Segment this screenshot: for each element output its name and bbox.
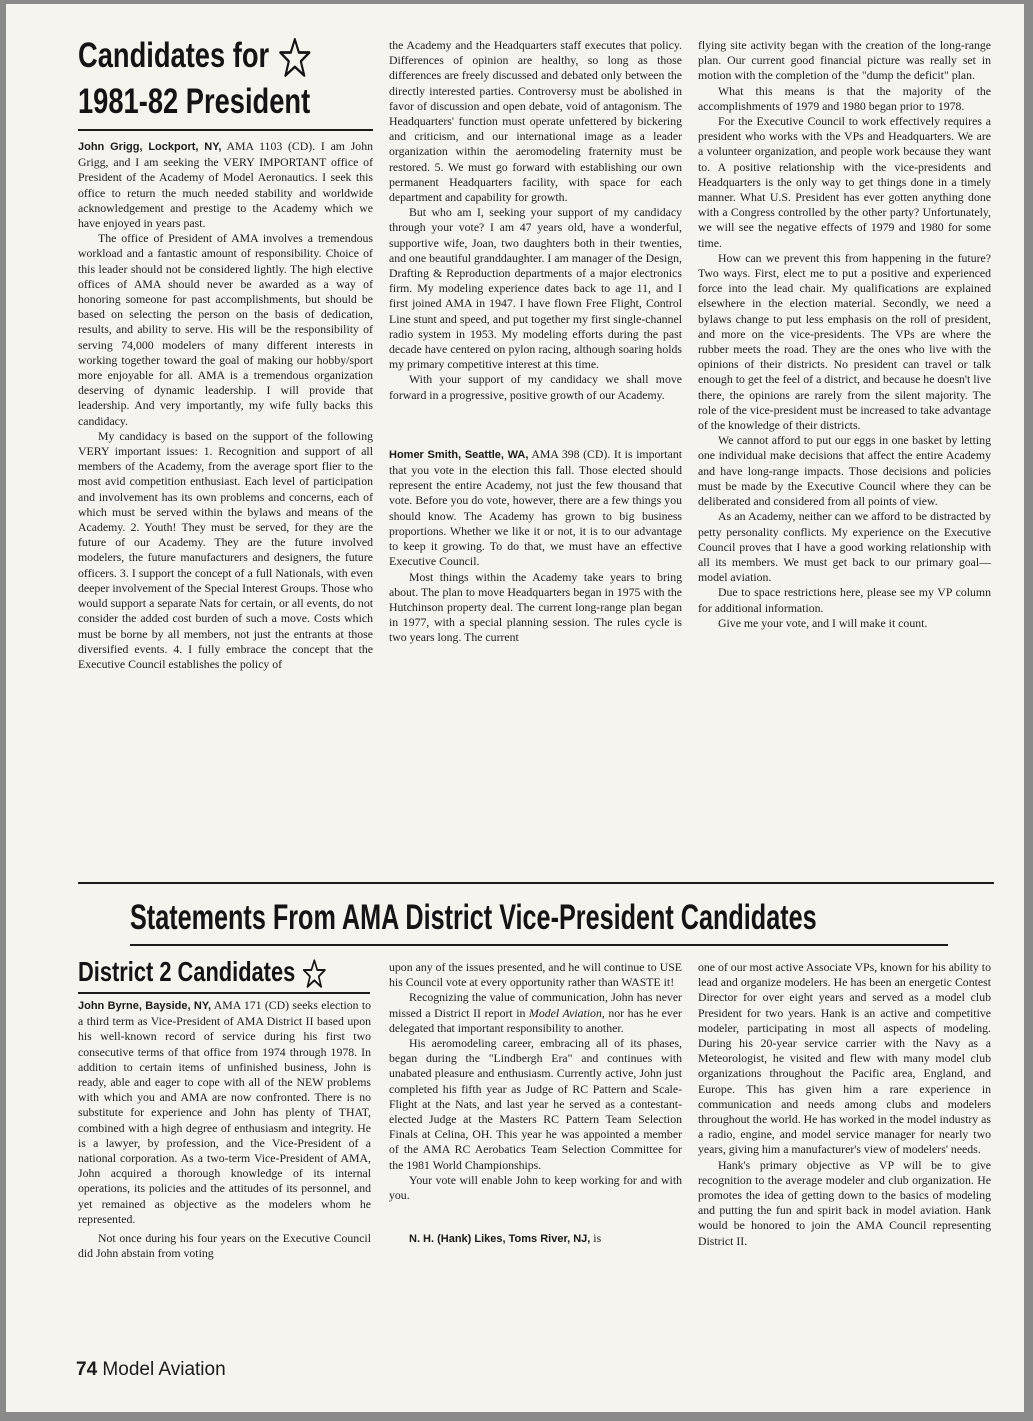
paragraph: We cannot afford to put our eggs in one basket by letting one individual make decisions that affect the entire Academy and have long-range impacts. Those decisions and policies must be made by the Executive Council where they can be deliberated and considered from all points of view. [698,433,991,509]
star-icon [301,958,328,990]
byrne-intro: John Byrne, Bayside, NY, AMA 171 (CD) seeks election to a third term as Vice-President of AMA District II based upon his well-known record of service during his first two consecutive terms of that office from 1974 through 1978. In addition to certain items of unfinished business, John is ready, able and eager to cope with all of the NEW problems with which you and AMA are now confronted. There is no substitute for experience and John has plenty of THAT, combined with a high degree of enthusiasm and integrity. He is a lawyer, by profession, and the Vice-President of a national corporation. As a two-term Vice-President of AMA, John acquired a thorough knowledge of its internal operations, its policies and the attitudes of its personnel, and yet remained as objective as the modelers whom he represented. [78,998,371,1226]
paragraph: Not once during his four years on the Executive Council did John abstain from voting [78,1231,371,1261]
section-divider [78,882,994,884]
vp-column-2 [389,960,682,1247]
paragraph: But who am I, seeking your support of my candidacy through your vote? I am 47 years old, have a wonderful, supportive wife, Joan, two daughters both in their twenties, and one beautiful granddaughter. I am manager of the Design, Drafting & Reproduction departments of a major electronics firm. My modeling experience dates back to age 11, and I first joined AMA in 1947. I have flown Free Flight, Control Line stunt and speed, and put together my first single-channel radio system in 1953. My modeling efforts during the past decade have centered on pylon racing, although soaring holds my primary competitive interest at this time. [389,205,682,372]
paragraph: Hank's primary objective as VP will be to give recognition to the average modeler and club organization. He promotes the idea of getting down to the basics of modeling and putting the fun and spirit back in model aviation. Hank would be honored to join the AMA Council representing District II. [698,1157,991,1248]
district-subheading [78,952,328,992]
page-number: 74 [76,1359,98,1380]
magazine-name: Model Aviation [102,1359,226,1380]
paragraph: My candidacy is based on the support of the following VERY important issues: 1. Recognition and support of all members of the Academy, from the average sport flier to the most avid competition enthusiast. Each level of participation and involvement has its own problems and concerns, each of which must be served within the bylaws and means of the Academy. 2. Youth! They must be served, for they are the future of our Academy. They are the future involved modelers, the future manufacturers and designers, the future officers. 3. I support the concept of a full Nationals, with even deeper involvement of the Special Interest Groups. Those who would support a separate Nats for certain, or all events, do not consider the added cost burden of such a move. Costs which must be borne by all members, not just the entrants at those diversified events. 4. I fully embrace the concept that the Executive Council establishes the policy of [78,428,373,671]
district-subheading-text: District 2 Candidates [78,956,296,987]
grigg-intro: John Grigg, Lockport, NY, AMA 1103 (CD). I am John Grigg, and I am seeking the VERY IMPORTANT office of President of the Academy of Model Aeronautics. I seek this office to return the much needed stability and worldwide acknowledgement and prestige to the Academy which we have enjoyed in years past. [78,139,373,231]
president-heading-line1: Candidates for [78,36,270,75]
paragraph: Your vote will enable John to keep working for and with you. [389,1172,682,1203]
paragraph: Recognizing the value of communication, John has never missed a District II report in Model Aviation, nor has he ever delegated that important responsibility to another. [389,990,682,1035]
president-heading-line2: 1981-82 President [78,81,311,121]
vp-banner-heading: Statements From AMA District Vice-President Candidates [130,898,817,937]
paragraph: Due to space restrictions here, please see my VP column for additional information. [698,585,991,615]
page-footer [76,1359,226,1381]
candidate-name: John Grigg, Lockport, NY, [78,141,222,153]
subheading-underline [78,992,370,994]
heading-underline [78,129,373,131]
paragraph: Give me your vote, and I will make it count. [718,615,928,630]
magazine-title: Model Aviation [529,1005,602,1020]
president-heading [78,34,313,124]
paragraph: one of our most active Associate VPs, known for his ability to lead and organize modelers. He has been an energetic Contest Director for over eight years and served as a model club President for two years. Hank is an active and competitive modeler, participating in most all aspects of modeling. During his 20-year service carrier with the Navy as a Meteorologist, he visited and flew with many model club organizations throughout the Pacific area, England, and Europe. This has given him a rare experience in communication and needs among clubs and modelers throughout the world. He has worked in the model industry as a radio, engine, and model service manager for nearly two years, giving him a manufacturer's view of modelers' needs. [698,960,991,1157]
president-column-2 [389,38,682,646]
magazine-page [6,4,1024,1412]
paragraph: His aeromodeling career, embracing all of its phases, began during the "Lindbergh Era" and continues with unabated pleasure and enthusiasm. Currently active, John just completed his fifth year as Judge of RC Pattern and Scale-Flight at the Nats, and last year he served as a contestant-elected Judge at the Masters RC Pattern Team Selection Finals at Celina, OH. This year he was appointed a member of the AMA RC Aerobatics Team Selection Committee for the 1981 World Championships. [389,1036,682,1172]
paragraph: upon any of the issues presented, and he will continue to USE his Council vote at every opportunity rather than WASTE it! [389,960,682,990]
vp-column-1 [78,998,371,1261]
paragraph: the Academy and the Headquarters staff executes that policy. Differences of opinion are healthy, so long as those differences are freely discussed and debated only between the directly interested parties. Controversy must be abolished in favor of discussion and open debate, void of antagonism. The Headquarters' function must operate unfettered by bickering and criticism, and our international image as a leader organization within the aeromodeling fraternity must be restored. 5. We must go forward with establishing our own permanent Headquarters facility, with space for each department and capability for growth. [389,38,682,205]
banner-underline [130,944,948,946]
paragraph: What this means is that the majority of the accomplishments of 1979 and 1980 began prior to 1978. [698,83,991,113]
candidate-name: Homer Smith, Seattle, WA, [389,448,529,461]
candidate-name: N. H. (Hank) Likes, Toms River, NJ, [409,1233,591,1246]
smith-intro: Homer Smith, Seattle, WA, AMA 398 (CD). It is important that you vote in the election this fall. Those elected should represent the entire Academy, not just the few thousand that vote. Before you do vote, however, there are a few things you should know. The Academy has grown to big business proportions. Whether we like it or not, it is to our advantage to keep it growing. To do that, we must have an effective Executive Council. [389,446,682,569]
paragraph: With your support of my candidacy we shall move forward in a progressive, positive growth of our Academy. [389,372,682,402]
paragraph: How can we prevent this from happening in the future? Two ways. First, elect me to put a positive and experienced force into the lead chair. My qualifications are explained elsewhere in the election material. Secondly, we need a bylaws change to put less emphasis on the roll of president, and more on the vice-presidents. The VPs are where the rubber meets the road. They are the ones who live with the opinions of their districts. No president can travel or talk enough to get the feel of a district, and because he doesn't live there, the opinions are rarely from the silent majority. The role of the vice-president must be increased to take advantage of the knowledge of their districts. [698,250,991,433]
paragraph: Most things within the Academy take years to bring about. The plan to move Headquarters began in 1975 with the Hutchinson property deal. The current long-range plan began in 1977, with a special planning session. The rules cycle is two years long. The current [389,569,682,645]
vp-column-3 [698,960,991,1249]
candidate-name: John Byrne, Bayside, NY, [78,1000,212,1012]
president-column-1 [78,139,373,672]
star-icon [277,36,313,80]
president-column-3 [698,38,991,631]
paragraph: flying site activity began with the creation of the long-range plan. Our current good financial picture was really set in motion with the completion of the "dump the deficit" plan. [698,38,991,83]
paragraph: As an Academy, neither can we afford to be distracted by petty personality conflicts. My experience on the Executive Council proves that I have a good working relationship with all its members. We must get back to our primary goal—model aviation. [698,509,991,585]
paragraph: For the Executive Council to work effectively requires a president who works with the VPs and Headquarters. We are a volunteer organization, and people work because they want to. A positive relationship with the vice-presidents and Headquarters is the only way to get things done in a timely manner. What U.S. President has ever gotten anything done with a Congress controlled by the other party? Unfortunately, we will see the negative effects of 1979 and 1980 for some time. [698,114,991,250]
likes-intro: N. H. (Hank) Likes, Toms River, NJ, is [409,1231,602,1246]
paragraph: The office of President of AMA involves a tremendous workload and a fantastic amount of responsibility. Choice of this leader should not be considered lightly. The high elective offices of AMA should never be awarded as a way of honoring someone for past accomplishments, but should be based on selecting the person on the basis of dedication, results, and ability to serve. His will be the responsibility of serving 74,000 modelers of many different interests in working together toward the goal of making our hobby/sport more enjoyable for all. AMA is a tremendous organization deserving of dynamic leadership. I will provide that leadership. And very importantly, my wife fully backs this candidacy. [78,231,373,428]
